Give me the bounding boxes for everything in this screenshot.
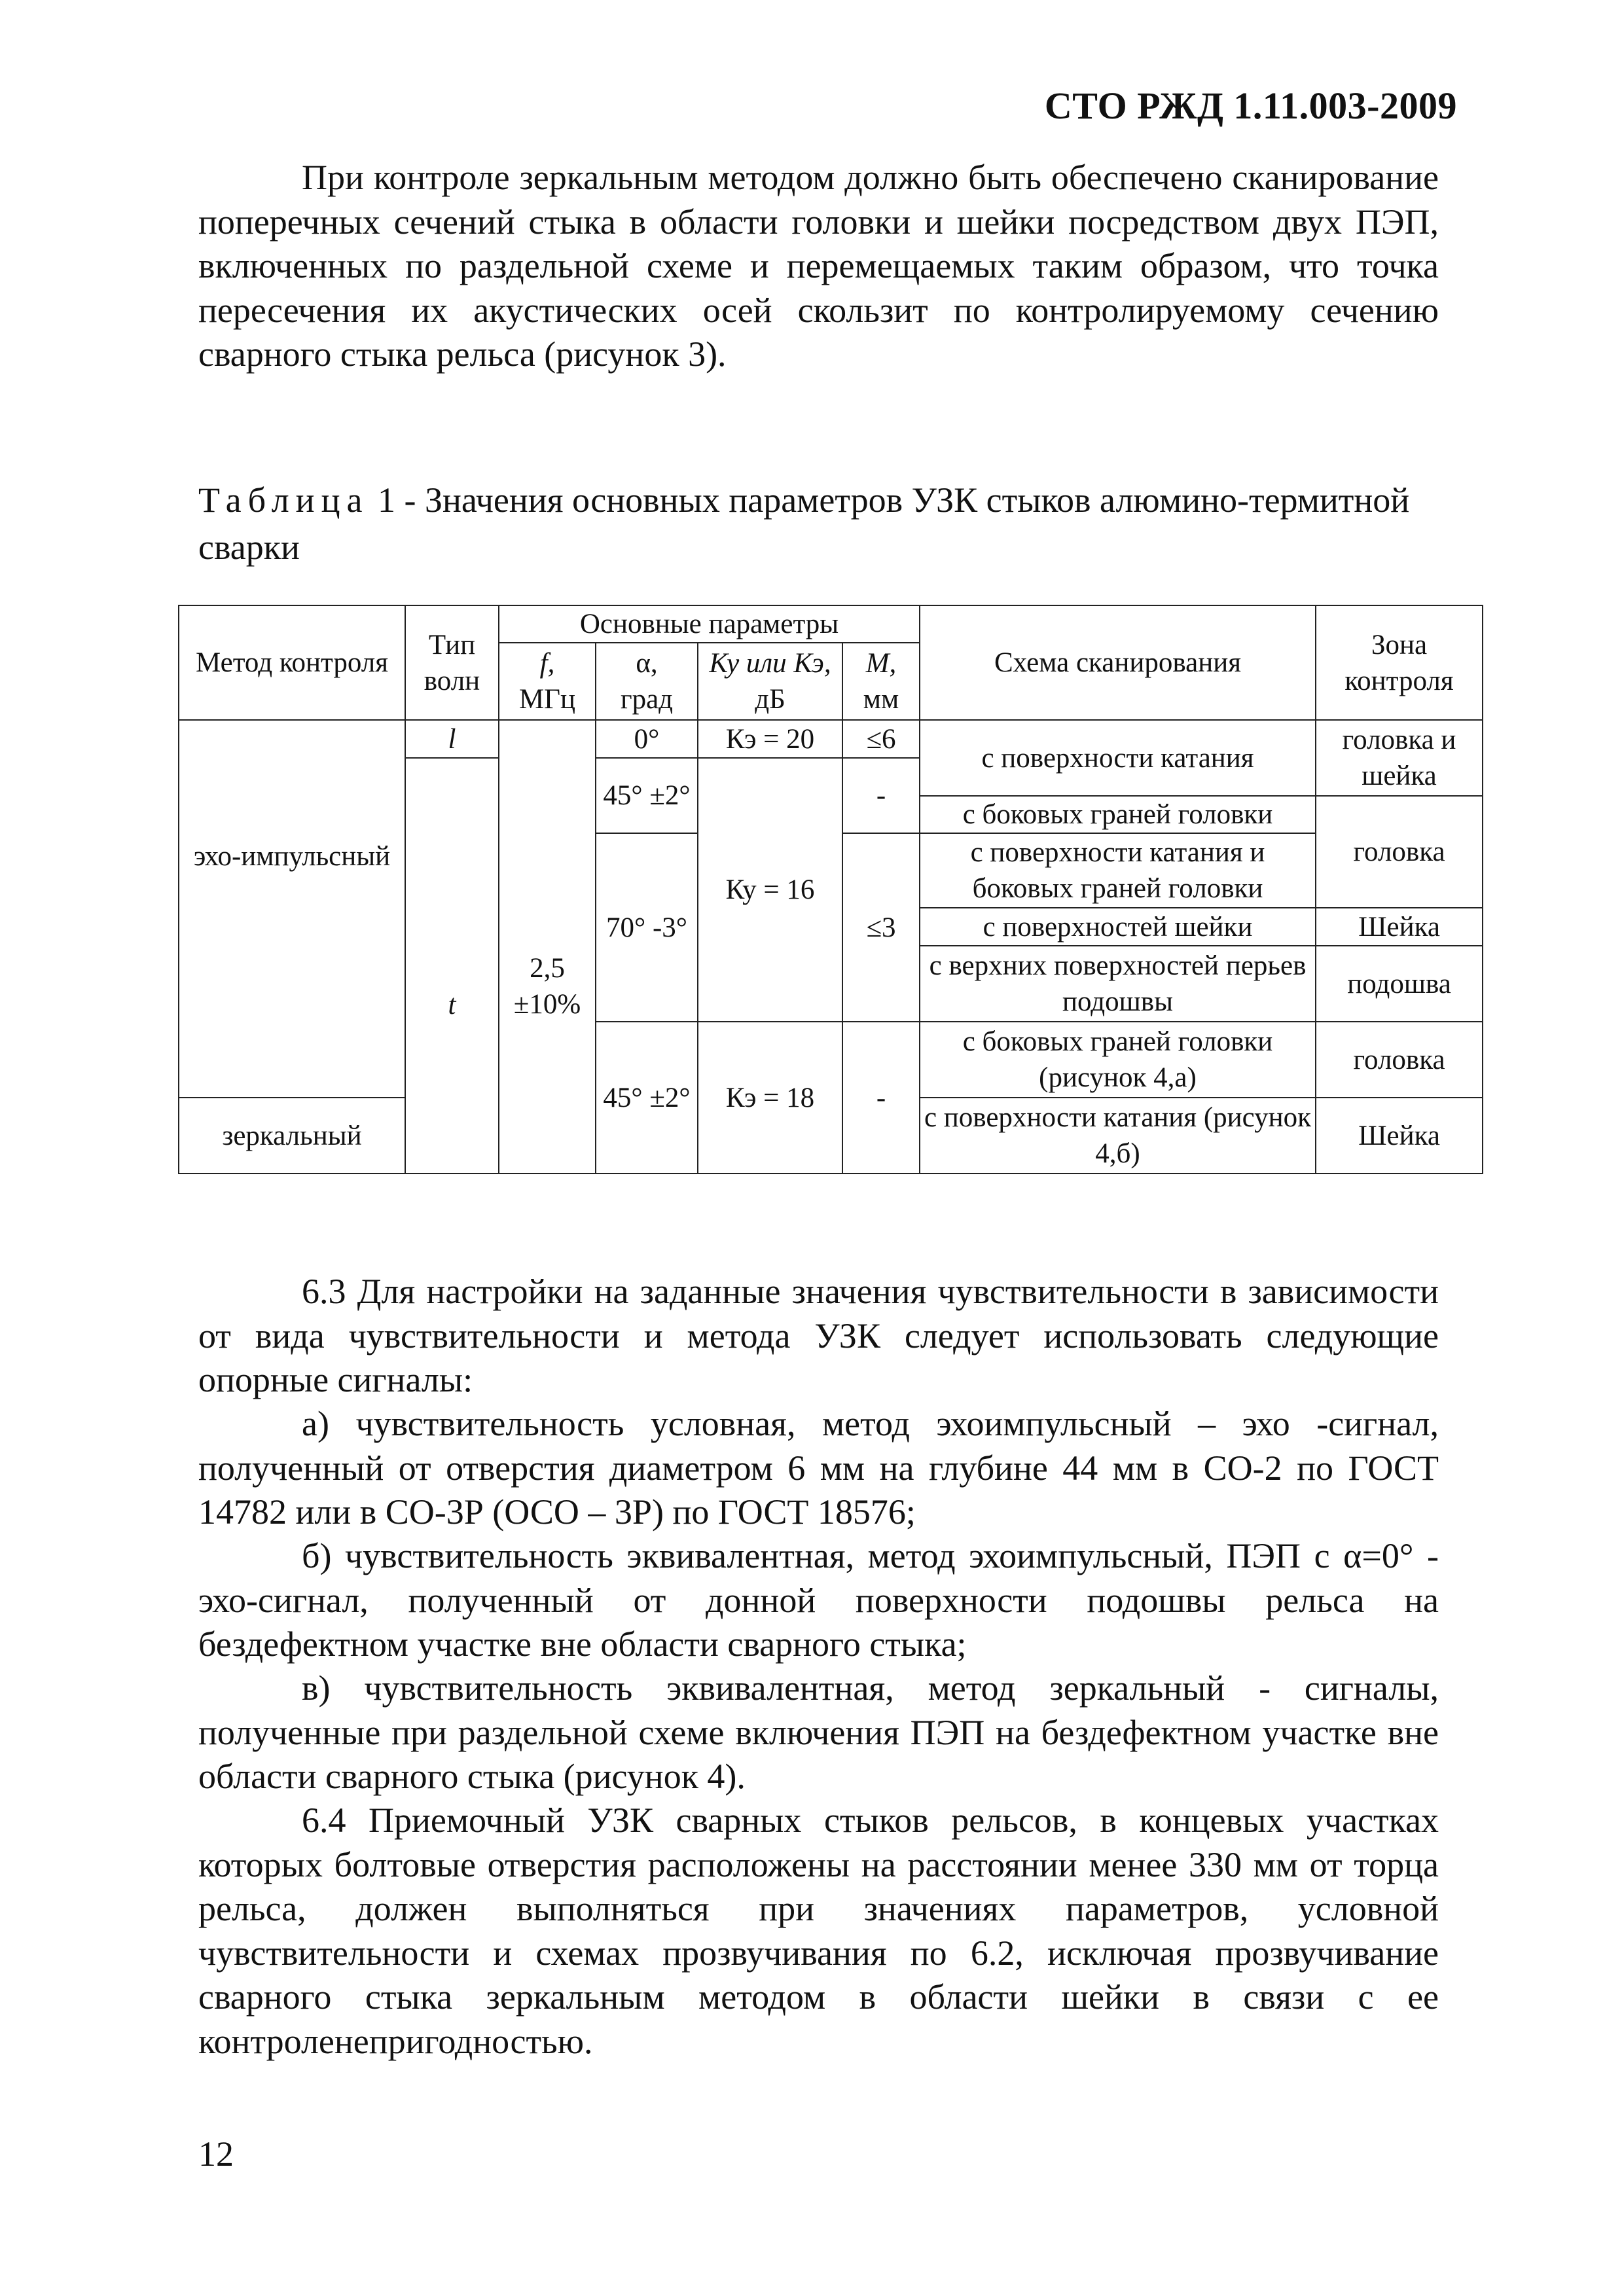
zone-1: головка и шейка — [1316, 720, 1483, 796]
scheme-3: с поверхности катания и боковых граней головки — [920, 833, 1316, 908]
zone-4: подошва — [1316, 946, 1483, 1022]
wave-t-text: t — [448, 990, 456, 1020]
item-v: в) чувствительность эквивалентная, метод зеркальный - сигналы, полученные при раздельной схеме включения ПЭП на бездефектном участке вне области сварного стыка (рисунок 4). — [198, 1668, 1439, 1796]
zone-6: Шейка — [1316, 1098, 1483, 1174]
header-m-unit: мм — [863, 684, 899, 715]
header-wave-type: Тип волн — [405, 605, 499, 720]
header-zone: Зона контроля — [1316, 605, 1483, 720]
angle-45b: 45° ±2° — [596, 1022, 698, 1174]
angle-70: 70° -3° — [596, 833, 698, 1022]
wave-l-text: l — [448, 723, 456, 755]
table-caption-number: 1 - — [377, 480, 416, 520]
m-dash-1: - — [842, 758, 920, 833]
k-e18: Кэ = 18 — [698, 1022, 842, 1174]
method-mirror: зеркальный — [179, 1098, 405, 1174]
k-y16: Ку = 16 — [698, 758, 842, 1022]
document-code: СТО РЖД 1.11.003-2009 — [1044, 84, 1457, 127]
table-caption-label: Таблица — [198, 480, 369, 520]
scheme-7: с поверхности катания (рисунок 4,б) — [920, 1098, 1316, 1174]
header-angle — [596, 643, 698, 720]
header-main-params: Основные параметры — [499, 605, 920, 643]
angle-45: 45° ±2° — [596, 758, 698, 833]
angle-0: 0° — [596, 720, 698, 758]
header-k-text: Ку или Кэ, — [709, 648, 831, 679]
header-frequency — [499, 643, 596, 720]
header-scheme: Схема сканирования — [920, 605, 1316, 720]
intro-paragraph: При контроле зеркальным методом должно быть обеспечено сканирование поперечных сечений стыка в области головки и шейки посредством двух ПЭП, включенных по раздельной схеме и перемещаемых таким образом, что точка пересечения их акустических осей скользит по контролируемому сечению сварного стыка рельса (рисунок 3). — [198, 158, 1439, 374]
item-a: а) чувствительность условная, метод эхоимпульсный – эхо -сигнал, полученный от отверстия диаметром 6 мм на глубине 44 мм в СО-2 по ГОСТ 14782 или в СО-3Р (ОСО – 3Р) по ГОСТ 18576; — [198, 1404, 1439, 1532]
m-le3: ≤3 — [842, 833, 920, 1022]
header-angle-symbol: α, — [636, 648, 658, 679]
header-m — [842, 643, 920, 720]
zone-2: головка — [1316, 796, 1483, 908]
parameters-table — [178, 605, 1483, 1174]
wave-l — [405, 720, 499, 758]
header-method: Метод контроля — [179, 605, 405, 720]
scheme-2: с боковых граней головки — [920, 796, 1316, 833]
scheme-1: с поверхности катания — [920, 720, 1316, 796]
method-echo: эхо-импульсный — [179, 720, 405, 1098]
scheme-6: с боковых граней головки (рисунок 4,а) — [920, 1022, 1316, 1098]
header-m-symbol: М, — [865, 648, 897, 679]
section-6-3: 6.3 Для настройки на заданные значения чувствительности в зависимости от вида чувствительности и метода УЗК следует использовать следующие опорные сигналы: — [198, 1272, 1439, 1399]
wave-t — [405, 758, 499, 1174]
frequency-cell: 2,5 ±10% — [499, 720, 596, 1174]
table-caption — [198, 476, 1439, 571]
scheme-4: с поверхностей шейки — [920, 908, 1316, 946]
section-6-4: 6.4 Приемочный УЗК сварных стыков рельсов, в концевых участках которых болтовые отверстия расположены на расстоянии менее 330 мм от торца рельса, должен выполняться при значениях параметров, условной чувствительности и схемах прозвучивания по 6.2, исключая прозвучивание сварного стыка зеркальным методом в области шейки в связи с ее контроленепригодностью. — [198, 1801, 1439, 2061]
m-le6: ≤6 — [842, 720, 920, 758]
header-frequency-symbol: f, — [539, 648, 555, 679]
header-k — [698, 643, 842, 720]
header-k-unit: дБ — [755, 684, 785, 715]
header-frequency-unit: МГц — [518, 684, 576, 715]
m-dash-2: - — [842, 1022, 920, 1174]
zone-3: Шейка — [1316, 908, 1483, 946]
page-number: 12 — [198, 2134, 234, 2174]
item-b: б) чувствительность эквивалентная, метод эхоимпульсный, ПЭП с α=0° - эхо-сигнал, полученный от донной поверхности подошвы рельса на бездефектном участке вне области сварного стыка; — [198, 1536, 1439, 1664]
scheme-5: с верхних поверхностей перьев подошвы — [920, 946, 1316, 1022]
header-angle-unit: град — [620, 684, 674, 715]
table-caption-text: Значения основных параметров УЗК стыков алюмино-термитной сварки — [198, 480, 1410, 567]
zone-5: головка — [1316, 1022, 1483, 1098]
k-e20: Кэ = 20 — [698, 720, 842, 758]
